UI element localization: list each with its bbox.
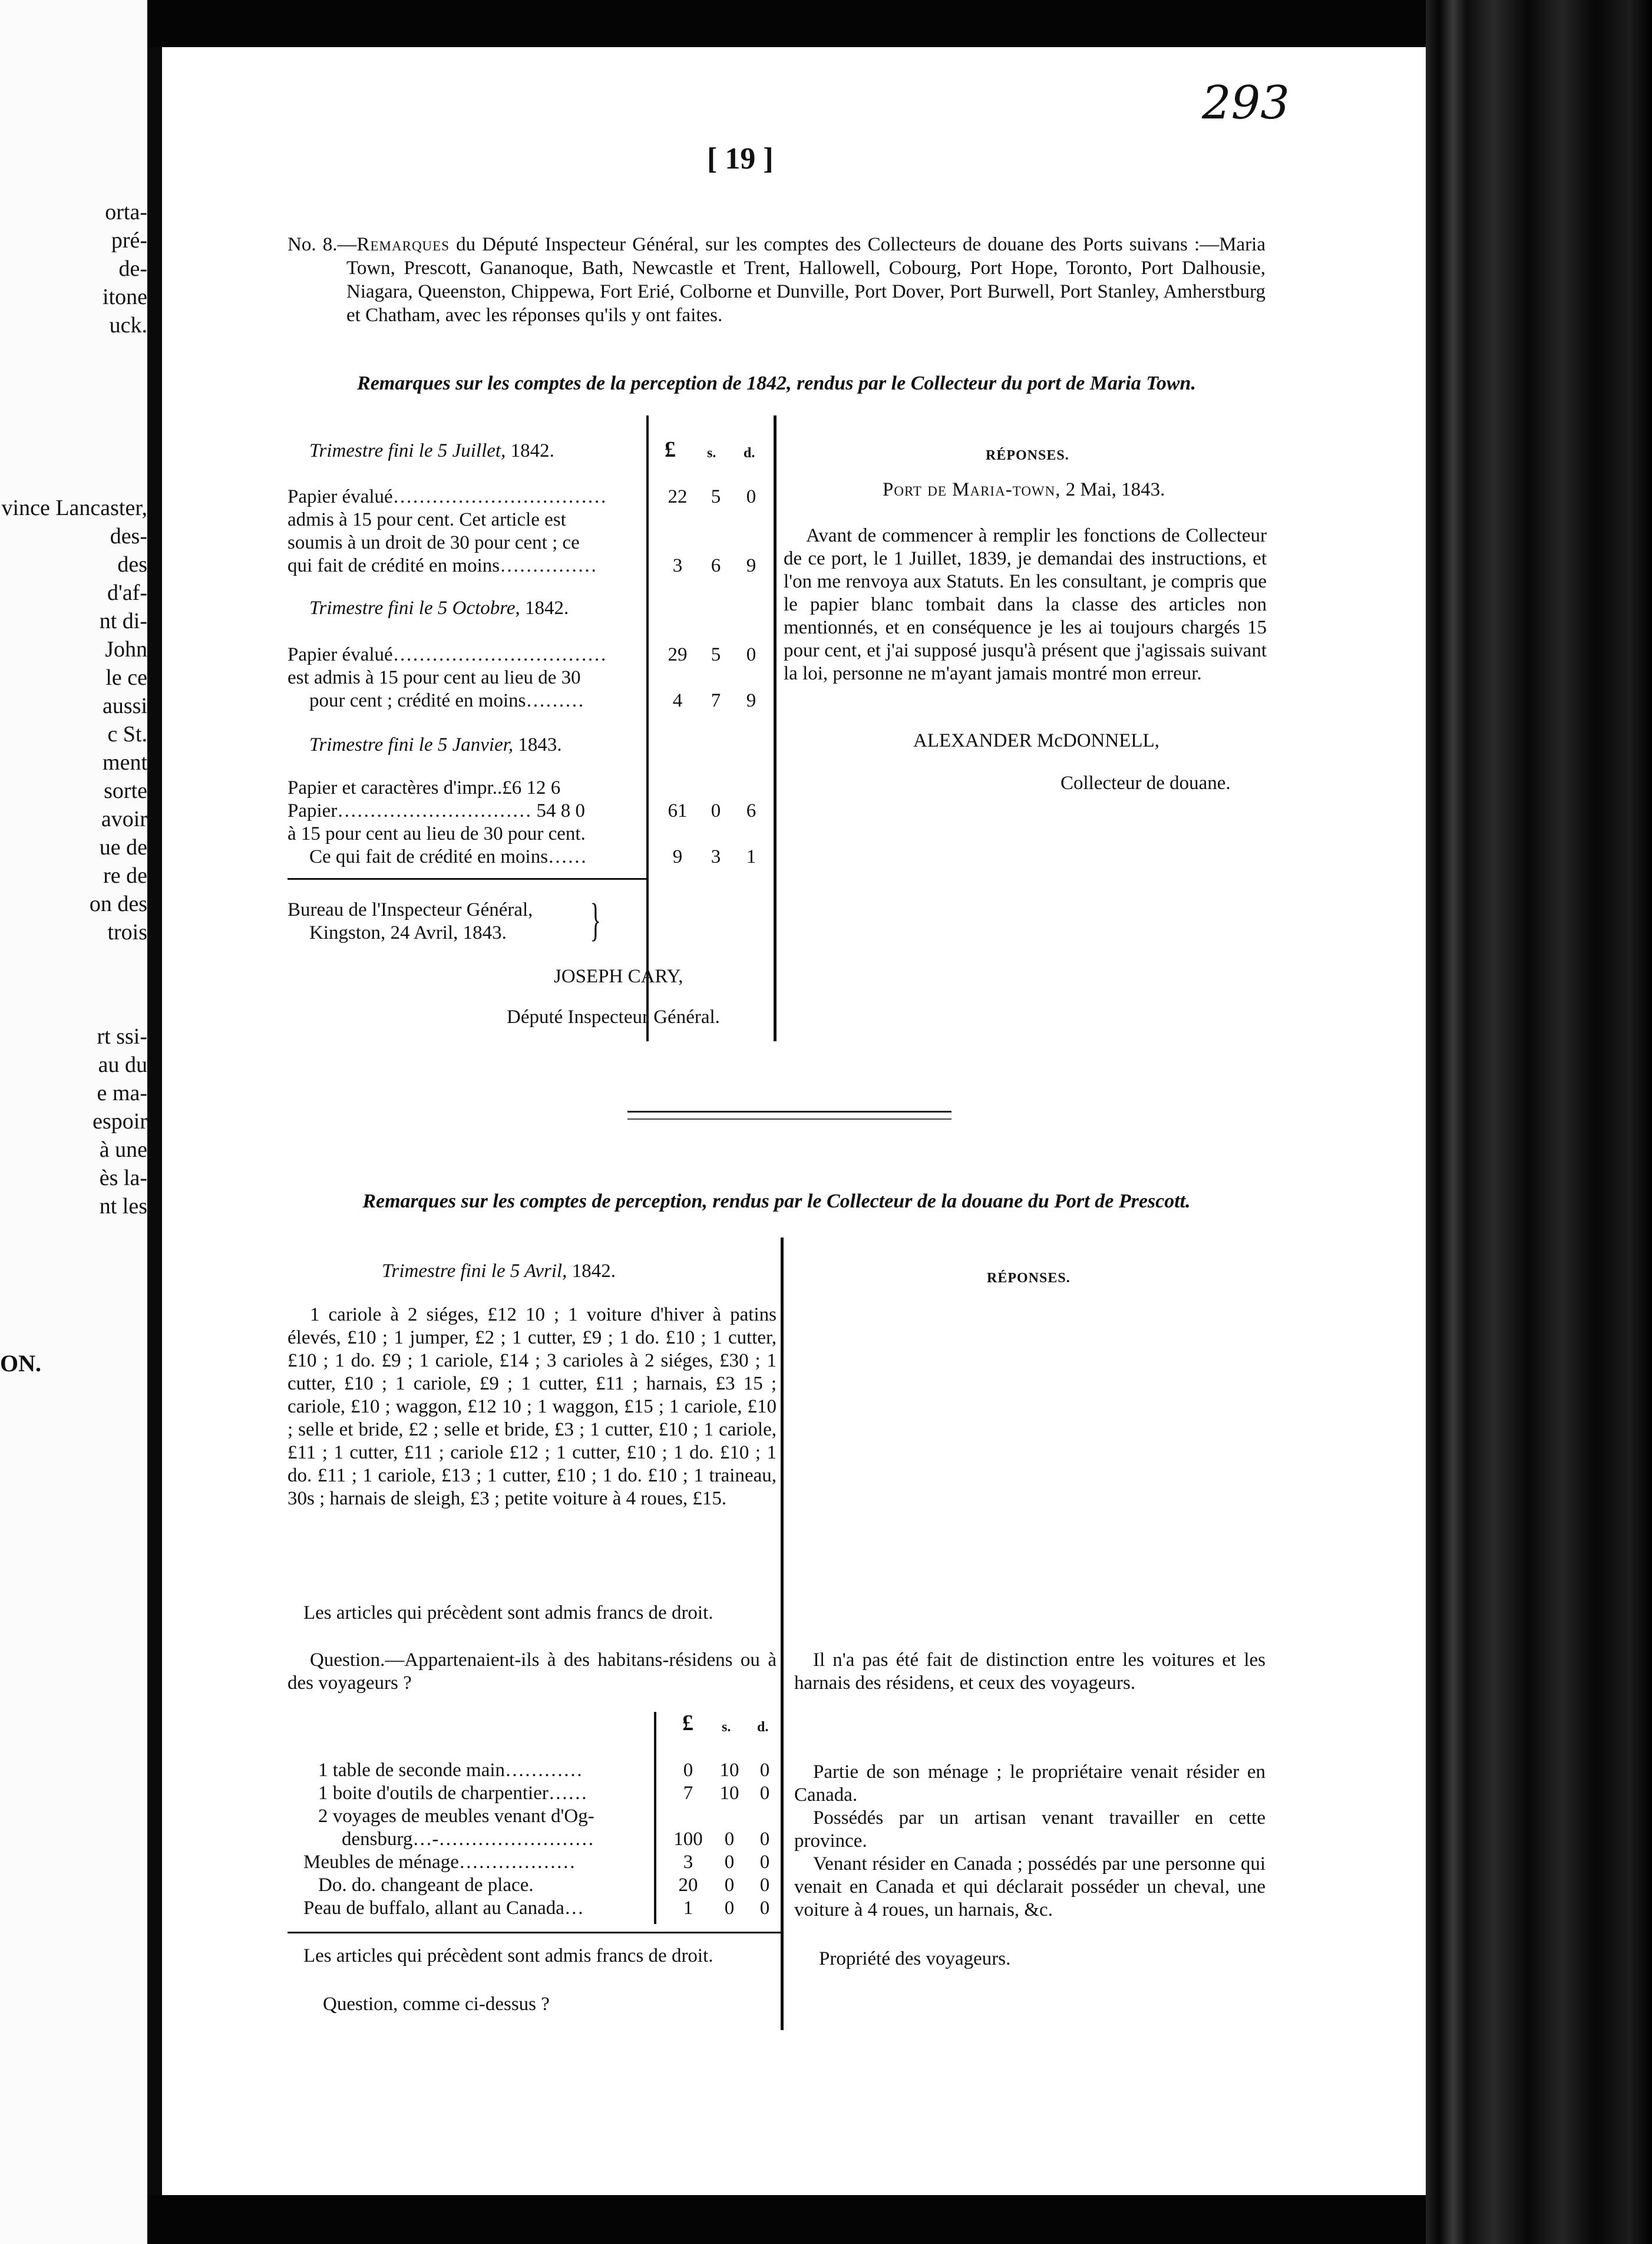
table-row-label: Meubles de ménage……………… bbox=[303, 1852, 576, 1873]
table-row-label: Peau de buffalo, allant au Canada… bbox=[303, 1898, 584, 1919]
table-row-amount-s: 0 bbox=[724, 1829, 735, 1850]
q1-amount-b-d: 9 bbox=[746, 555, 756, 576]
section-separator bbox=[627, 1111, 951, 1120]
table-row-amount-d: 0 bbox=[759, 1852, 770, 1873]
q1-amount-b-s: 6 bbox=[711, 555, 721, 576]
top-scan-edge bbox=[147, 0, 1426, 47]
q1-line-2: admis à 15 pour cent. Cet article est bbox=[288, 509, 566, 530]
s2-question-1: Question.—Appartenaient-ils à des habitans-résidens ou à des voyageurs ? bbox=[288, 1649, 777, 1694]
table-row-label: Do. do. changeant de place. bbox=[318, 1875, 534, 1896]
left-page-fragment-line: John bbox=[105, 637, 147, 662]
currency-pound: £ bbox=[665, 437, 676, 462]
table-row-amount-l: 20 bbox=[678, 1875, 698, 1896]
left-page-fragment bbox=[0, 0, 147, 2244]
left-page-fragment-line: le ce bbox=[105, 665, 147, 690]
q1-amount-a-d: 0 bbox=[746, 486, 756, 507]
left-page-fragment-line: ment bbox=[103, 750, 147, 775]
left-page-fragment-line: nt di- bbox=[99, 609, 147, 633]
bureau-brace: } bbox=[590, 894, 602, 945]
q2-amount-a-s: 5 bbox=[711, 644, 721, 665]
currency-pence: d. bbox=[744, 446, 755, 461]
q3-line-4: Ce qui fait de crédité en moins…… bbox=[309, 846, 587, 867]
left-page-fragment-line: on des bbox=[89, 892, 147, 916]
section2-title: Remarques sur les comptes de perception, rendus par le Collecteur de la douane du Port de Prescott. bbox=[362, 1190, 1191, 1212]
table-row-amount-d: 0 bbox=[759, 1783, 770, 1804]
right-scan-edge bbox=[1426, 0, 1652, 2244]
left-page-fragment-line: orta- bbox=[105, 200, 147, 225]
table-row-amount-l: 3 bbox=[683, 1852, 693, 1873]
s2-answer-2c: Venant résider en Canada ; possédés par une personne qui venait en Canada et qui déclarait posséder un cheval, une voiture à 4 roues, un harnais, &c. bbox=[794, 1853, 1266, 1920]
left-page-fragment-line: à une bbox=[99, 1137, 147, 1162]
section2-amount-divider bbox=[654, 1712, 656, 1924]
intro-paragraph bbox=[288, 233, 1266, 327]
table-row-amount-s: 10 bbox=[719, 1783, 739, 1804]
table-row-amount-l: 0 bbox=[683, 1760, 693, 1781]
q2-line-3: pour cent ; crédité en moins……… bbox=[309, 690, 584, 711]
table-row-amount-d: 0 bbox=[759, 1898, 770, 1919]
s2-question-2: Question, comme ci-dessus ? bbox=[323, 1994, 550, 2015]
q1-amount-a-l: 22 bbox=[668, 486, 688, 507]
section1-reponses-heading: RÉPONSES. bbox=[986, 448, 1069, 463]
left-page-fragment-line: aussi bbox=[103, 694, 147, 718]
s2-items-text: 1 cariole à 2 siéges, £12 10 ; 1 voiture d'hiver à patins élevés, £10 ; 1 jumper, £2 ; 1 cutter, £9 ; 1 do. £10 ; 1 cutter, £10 ; 1 do. £9 ; 1 cariole, £14 ; 3 carioles à 2 siéges, £30 ; 1 cutter, £10 ; 1 cariole, £9 ; 1 cutter, £11 ; harnais, £3 15 ; cariole, £10 ; waggon, £12 10 ; 1 waggon, £15 ; 1 cariole, £10 ; selle et bride, £2 ; selle et bride, £3 ; 1 cutter, £10 ; 1 cariole, £11 ; 1 cutter, £11 ; cariole £12 ; 1 cutter, £10 ; 1 do. £10 ; 1 do. £11 ; 1 cariole, £13 ; 1 cutter, £10 ; 1 do. £10 ; 1 traineau, 30s ; harnais de sleigh, £3 ; petite voiture à 4 roues, £15. bbox=[288, 1304, 777, 1509]
left-page-fragment-line: espoir bbox=[92, 1109, 147, 1134]
table-row-label: 1 boite d'outils de charpentier…… bbox=[318, 1783, 587, 1804]
left-page-fragment-line: au du bbox=[98, 1052, 147, 1077]
left-page-fragment-line: itone bbox=[103, 285, 147, 309]
page-number: [ 19 ] bbox=[707, 142, 774, 176]
bureau-line-1: Bureau de l'Inspecteur Général, bbox=[288, 899, 533, 920]
left-page-fragment-line: avoir bbox=[101, 807, 147, 831]
left-page-fragment-line: ON. bbox=[0, 1350, 41, 1377]
currency-shilling: s. bbox=[707, 446, 716, 461]
left-page-fragment-line: sorte bbox=[104, 778, 147, 803]
table-row-amount-s: 0 bbox=[724, 1875, 735, 1896]
q2-heading: Trimestre fini le 5 Octobre, 1842. bbox=[309, 598, 569, 619]
reply-signatory: ALEXANDER McDONNELL, bbox=[913, 730, 1159, 751]
q3-amount-a-s: 0 bbox=[711, 800, 721, 821]
section1-column-divider bbox=[774, 415, 777, 1041]
left-page-fragment-line: des bbox=[117, 552, 147, 577]
table-row-label: 1 table de seconde main………… bbox=[318, 1760, 583, 1781]
section1-reply-text: Avant de commencer à remplir les fonctions de Collecteur de ce port, le 1 Juillet, 1839, je demandai des instructions, et l'on me renvoya aux Statuts. En les consultant, je compris que le papier blanc tombait dans la classe des articles non mentionnés, et en conséquence je les ai toujours chargés 15 pour cent, et j'ai supposé jusqu'à présent que j'agissais suivant la loi, personne ne m'ayant jamais montré mon erreur. bbox=[784, 525, 1267, 684]
intro-heading: Remarques bbox=[356, 234, 450, 255]
q2-amount-a-d: 0 bbox=[746, 644, 756, 665]
q3-amount-b-l: 9 bbox=[672, 846, 683, 867]
s2-reponses-heading: RÉPONSES. bbox=[987, 1270, 1071, 1286]
left-page-fragment-line: rt ssi- bbox=[97, 1024, 147, 1049]
q2-line-2: est admis à 15 pour cent au lieu de 30 bbox=[288, 667, 581, 688]
left-page-fragment-line: trois bbox=[107, 920, 147, 945]
table-row-amount-l: 7 bbox=[683, 1783, 693, 1804]
section1-signatory-title: Député Inspecteur Général. bbox=[507, 1006, 720, 1028]
reply-signatory-title: Collecteur de douane. bbox=[1060, 773, 1231, 794]
section1-title: Remarques sur les comptes de la perception de 1842, rendus par le Collecteur du port de Maria Town. bbox=[357, 372, 1196, 394]
intro-text: du Député Inspecteur Général, sur les comptes des Collecteurs de douane des Ports suivans :—Maria Town, Prescott, Gananoque, Bath, Newcastle et Trent, Hallowell, Cobourg, Port Hope, Toronto, Port Dalhousie, Niagara, Queenston, Chippewa, Fort Erié, Colborne et Dunville, Port Dover, Port Burwell, Port Stanley, Amherstburg et Chatham, avec les réponses qu'ils y ont faites. bbox=[346, 234, 1266, 326]
table-row-label: 2 voyages de meubles venant d'Og- bbox=[318, 1806, 594, 1827]
table-row-amount-d: 0 bbox=[759, 1760, 770, 1781]
q3-line-1: Papier et caractères d'impr..£6 12 6 bbox=[288, 777, 561, 798]
q1-amount-a-s: 5 bbox=[711, 486, 721, 507]
s2-answer-1: Il n'a pas été fait de distinction entre les voitures et les harnais des résidens, et ceux des voyageurs. bbox=[794, 1649, 1266, 1694]
left-page-fragment-line: e ma- bbox=[97, 1081, 147, 1106]
left-page-fragment-line: c St. bbox=[107, 722, 147, 747]
q3-amount-a-d: 6 bbox=[746, 800, 756, 821]
q3-line-2: Papier………………………… 54 8 0 bbox=[288, 800, 586, 821]
s2-admis-1: Les articles qui précèdent sont admis francs de droit. bbox=[303, 1602, 713, 1623]
table-row-amount-d: 0 bbox=[759, 1829, 770, 1850]
intro-number: No. 8.— bbox=[288, 234, 357, 255]
s2-answer-2a: Partie de son ménage ; le propriétaire venait résider en Canada. bbox=[794, 1761, 1266, 1806]
q1-line-4: qui fait de crédité en moins…………… bbox=[288, 555, 597, 576]
s2-answer-3: Propriété des voyageurs. bbox=[819, 1948, 1011, 1969]
q1-heading: Trimestre fini le 5 Juillet, 1842. bbox=[309, 440, 554, 461]
section1-signatory: JOSEPH CARY, bbox=[554, 966, 683, 987]
section1-amount-divider bbox=[646, 415, 649, 1041]
q3-amount-a-l: 61 bbox=[668, 800, 688, 821]
reply-header: Port de Maria-town, 2 Mai, 1843. bbox=[883, 479, 1165, 500]
q3-heading: Trimestre fini le 5 Janvier, 1843. bbox=[309, 734, 562, 755]
handwritten-page-number: 293 bbox=[1202, 77, 1290, 130]
s2-currency-pound: £ bbox=[682, 1711, 693, 1735]
q2-amount-b-d: 9 bbox=[746, 690, 756, 711]
q3-amount-b-d: 1 bbox=[746, 846, 756, 867]
q2-line-1: Papier évalué…………………………… bbox=[288, 644, 607, 665]
left-page-fragment-line: vince Lancaster, bbox=[1, 496, 147, 520]
table-row-label: densburg…-…………………… bbox=[342, 1829, 594, 1850]
s2-answer-2b: Possédés par un artisan venant travailler en cette province. bbox=[794, 1807, 1266, 1852]
q1-amount-b-l: 3 bbox=[672, 555, 683, 576]
table-row-amount-d: 0 bbox=[759, 1875, 770, 1896]
s2-admis-2: Les articles qui précèdent sont admis francs de droit. bbox=[303, 1945, 713, 1966]
section2-rule bbox=[288, 1932, 782, 1933]
left-page-fragment-line: nt les bbox=[99, 1194, 147, 1219]
s2-currency-pence: d. bbox=[757, 1720, 769, 1735]
left-page-fragment-line: ue de bbox=[99, 835, 147, 860]
table-row-amount-l: 1 bbox=[683, 1898, 693, 1919]
s2-q-heading: Trimestre fini le 5 Avril, 1842. bbox=[382, 1260, 616, 1282]
bottom-scan-edge bbox=[147, 2195, 1426, 2244]
q1-line-3: soumis à un droit de 30 pour cent ; ce bbox=[288, 532, 580, 553]
left-page-fragment-line: d'af- bbox=[107, 580, 147, 605]
table-row-amount-s: 0 bbox=[724, 1898, 735, 1919]
left-page-fragment-line: des- bbox=[110, 524, 147, 549]
left-page-fragment-line: pré- bbox=[111, 228, 147, 253]
s2-currency-shilling: s. bbox=[722, 1720, 731, 1735]
left-page-fragment-line: uck. bbox=[109, 313, 147, 338]
table-row-amount-l: 100 bbox=[673, 1829, 703, 1850]
section1-rule bbox=[288, 878, 647, 880]
q1-line-1: Papier évalué…………………………… bbox=[288, 486, 607, 507]
q3-line-3: à 15 pour cent au lieu de 30 pour cent. bbox=[288, 823, 586, 844]
bureau-line-2: Kingston, 24 Avril, 1843. bbox=[309, 922, 507, 943]
left-page-fragment-line: de- bbox=[118, 256, 147, 281]
table-row-amount-s: 0 bbox=[724, 1852, 735, 1873]
q2-amount-b-l: 4 bbox=[672, 690, 683, 711]
table-row-amount-s: 10 bbox=[719, 1760, 739, 1781]
q2-amount-b-s: 7 bbox=[711, 690, 721, 711]
left-page-fragment-line: ès la- bbox=[99, 1166, 147, 1190]
q2-amount-a-l: 29 bbox=[668, 644, 688, 665]
left-page-fragment-line: re de bbox=[103, 863, 147, 888]
q3-amount-b-s: 3 bbox=[711, 846, 721, 867]
